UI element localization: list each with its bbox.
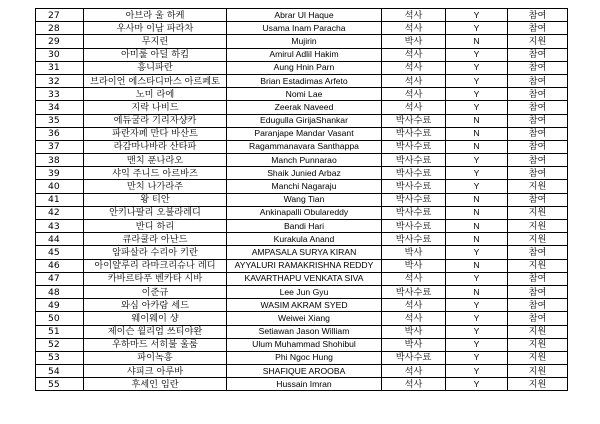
english-name-cell: Lee Jun Gyu xyxy=(227,285,382,298)
row-number-cell: 53 xyxy=(36,351,84,364)
yn-cell: N xyxy=(446,259,508,272)
table-row xyxy=(36,220,568,233)
degree-cell: 석사 xyxy=(382,272,446,285)
degree-cell: 박사 xyxy=(382,35,446,48)
english-name-cell: Amirul Adlil Hakim xyxy=(227,48,382,61)
degree-cell: 석사 xyxy=(382,74,446,87)
status-cell: 참여 xyxy=(508,74,568,87)
row-number-cell: 37 xyxy=(36,140,84,153)
korean-name-cell: 파란자페 만다 바산트 xyxy=(84,127,227,140)
degree-cell: 박사수료 xyxy=(382,193,446,206)
status-cell: 참여 xyxy=(508,127,568,140)
row-number-cell: 30 xyxy=(36,48,84,61)
yn-cell: N xyxy=(446,220,508,233)
korean-name-cell: 무지린 xyxy=(84,35,227,48)
degree-cell: 박사수료 xyxy=(382,127,446,140)
yn-cell: Y xyxy=(446,48,508,61)
yn-cell: N xyxy=(446,233,508,246)
degree-cell: 석사 xyxy=(382,61,446,74)
row-number-cell: 28 xyxy=(36,22,84,35)
english-name-cell: Wang Tian xyxy=(227,193,382,206)
english-name-cell: AYYALURI RAMAKRISHNA REDDY xyxy=(227,259,382,272)
row-number-cell: 51 xyxy=(36,325,84,338)
status-cell: 참여 xyxy=(508,61,568,74)
yn-cell: Y xyxy=(446,299,508,312)
yn-cell: Y xyxy=(446,88,508,101)
english-name-cell: Ulum Muhammad Shohibul xyxy=(227,338,382,351)
yn-cell: Y xyxy=(446,74,508,87)
english-name-cell: AMPASALA SURYA KIRAN xyxy=(227,246,382,259)
korean-name-cell: 웨이웨이 샹 xyxy=(84,312,227,325)
english-name-cell: Aung Hnin Parn xyxy=(227,61,382,74)
english-name-cell: Kurakula Anand xyxy=(227,233,382,246)
degree-cell: 박사수료 xyxy=(382,114,446,127)
status-cell: 지원 xyxy=(508,220,568,233)
degree-cell: 박사수료 xyxy=(382,180,446,193)
table-row xyxy=(36,338,568,351)
english-name-cell: Ragammanavara Santhappa xyxy=(227,140,382,153)
korean-name-cell: 아이얄루리 라마크리슈나 레디 xyxy=(84,259,227,272)
table-row xyxy=(36,114,568,127)
degree-cell: 석사 xyxy=(382,378,446,391)
english-name-cell: Ankinapalli Obulareddy xyxy=(227,206,382,219)
row-number-cell: 41 xyxy=(36,193,84,206)
korean-name-cell: 아브라 울 하케 xyxy=(84,9,227,22)
table-row xyxy=(36,167,568,180)
korean-name-cell: 라감마나바라 산타파 xyxy=(84,140,227,153)
degree-cell: 박사 xyxy=(382,259,446,272)
table-row xyxy=(36,48,568,61)
participant-table-body xyxy=(36,9,568,391)
table-row xyxy=(36,299,568,312)
row-number-cell: 52 xyxy=(36,338,84,351)
row-number-cell: 48 xyxy=(36,285,84,298)
row-number-cell: 50 xyxy=(36,312,84,325)
english-name-cell: Shaik Junied Arbaz xyxy=(227,167,382,180)
table-row xyxy=(36,180,568,193)
status-cell: 지원 xyxy=(508,325,568,338)
status-cell: 참여 xyxy=(508,272,568,285)
yn-cell: Y xyxy=(446,351,508,364)
yn-cell: Y xyxy=(446,272,508,285)
row-number-cell: 46 xyxy=(36,259,84,272)
status-cell: 지원 xyxy=(508,378,568,391)
korean-name-cell: 암파살라 수리아 키란 xyxy=(84,246,227,259)
korean-name-cell: 아미룰 아딜 하킴 xyxy=(84,48,227,61)
korean-name-cell: 카바르타푸 벤카타 시바 xyxy=(84,272,227,285)
yn-cell: N xyxy=(446,127,508,140)
degree-cell: 박사수료 xyxy=(382,285,446,298)
table-row xyxy=(36,140,568,153)
korean-name-cell: 우하마드 서히불 울룸 xyxy=(84,338,227,351)
korean-name-cell: 큐라쿨라 아난드 xyxy=(84,233,227,246)
korean-name-cell: 맨치 푼나라오 xyxy=(84,154,227,167)
degree-cell: 박사 xyxy=(382,338,446,351)
row-number-cell: 43 xyxy=(36,220,84,233)
table-row xyxy=(36,378,568,391)
english-name-cell: KAVARTHAPU VENKATA SIVA xyxy=(227,272,382,285)
yn-cell: Y xyxy=(446,22,508,35)
yn-cell: Y xyxy=(446,378,508,391)
status-cell: 지원 xyxy=(508,338,568,351)
status-cell: 지원 xyxy=(508,180,568,193)
status-cell: 참여 xyxy=(508,140,568,153)
korean-name-cell: 와심 아카람 세드 xyxy=(84,299,227,312)
english-name-cell: Edugulla GirijaShankar xyxy=(227,114,382,127)
row-number-cell: 29 xyxy=(36,35,84,48)
table-row xyxy=(36,285,568,298)
yn-cell: Y xyxy=(446,365,508,378)
table-row xyxy=(36,365,568,378)
english-name-cell: Hussain Imran xyxy=(227,378,382,391)
yn-cell: Y xyxy=(446,338,508,351)
status-cell: 참여 xyxy=(508,154,568,167)
status-cell: 참여 xyxy=(508,88,568,101)
english-name-cell: Weiwei Xiang xyxy=(227,312,382,325)
english-name-cell: WASIM AKRAM SYED xyxy=(227,299,382,312)
table-row xyxy=(36,35,568,48)
korean-name-cell: 흥니파란 xyxy=(84,61,227,74)
row-number-cell: 54 xyxy=(36,365,84,378)
korean-name-cell: 제이슨 윌리엄 쓰티야완 xyxy=(84,325,227,338)
table-row xyxy=(36,351,568,364)
degree-cell: 박사 xyxy=(382,325,446,338)
yn-cell: Y xyxy=(446,325,508,338)
korean-name-cell: 이준규 xyxy=(84,285,227,298)
yn-cell: Y xyxy=(446,167,508,180)
korean-name-cell: 안키나팔리 오불라레디 xyxy=(84,206,227,219)
degree-cell: 박사수료 xyxy=(382,154,446,167)
english-name-cell: Setiawan Jason William xyxy=(227,325,382,338)
degree-cell: 석사 xyxy=(382,299,446,312)
table-row xyxy=(36,325,568,338)
row-number-cell: 32 xyxy=(36,74,84,87)
degree-cell: 박사수료 xyxy=(382,140,446,153)
status-cell: 참여 xyxy=(508,285,568,298)
status-cell: 지원 xyxy=(508,351,568,364)
degree-cell: 석사 xyxy=(382,9,446,22)
status-cell: 지원 xyxy=(508,233,568,246)
english-name-cell: Zeerak Naveed xyxy=(227,101,382,114)
row-number-cell: 40 xyxy=(36,180,84,193)
row-number-cell: 42 xyxy=(36,206,84,219)
table-row xyxy=(36,127,568,140)
degree-cell: 석사 xyxy=(382,48,446,61)
korean-name-cell: 에듀굴라 기리자샹카 xyxy=(84,114,227,127)
row-number-cell: 31 xyxy=(36,61,84,74)
row-number-cell: 27 xyxy=(36,9,84,22)
row-number-cell: 49 xyxy=(36,299,84,312)
degree-cell: 박사수료 xyxy=(382,233,446,246)
degree-cell: 박사수료 xyxy=(382,167,446,180)
korean-name-cell: 노미 라에 xyxy=(84,88,227,101)
degree-cell: 석사 xyxy=(382,312,446,325)
degree-cell: 박사수료 xyxy=(382,206,446,219)
english-name-cell: Manch Punnarao xyxy=(227,154,382,167)
english-name-cell: Nomi Lae xyxy=(227,88,382,101)
yn-cell: Y xyxy=(446,61,508,74)
degree-cell: 박사 xyxy=(382,246,446,259)
table-row xyxy=(36,61,568,74)
yn-cell: N xyxy=(446,285,508,298)
yn-cell: N xyxy=(446,114,508,127)
english-name-cell: Phi Ngoc Hung xyxy=(227,351,382,364)
participant-table xyxy=(35,8,568,391)
english-name-cell: Manchi Nagaraju xyxy=(227,180,382,193)
table-row xyxy=(36,88,568,101)
degree-cell: 석사 xyxy=(382,88,446,101)
row-number-cell: 33 xyxy=(36,88,84,101)
korean-name-cell: 파이녹흥 xyxy=(84,351,227,364)
status-cell: 참여 xyxy=(508,299,568,312)
korean-name-cell: 반디 하리 xyxy=(84,220,227,233)
english-name-cell: Bandi Hari xyxy=(227,220,382,233)
yn-cell: N xyxy=(446,206,508,219)
status-cell: 참여 xyxy=(508,101,568,114)
table-row xyxy=(36,22,568,35)
table-row xyxy=(36,193,568,206)
status-cell: 참여 xyxy=(508,246,568,259)
korean-name-cell: 만치 나가라주 xyxy=(84,180,227,193)
table-row xyxy=(36,154,568,167)
table-row xyxy=(36,259,568,272)
yn-cell: Y xyxy=(446,101,508,114)
table-row xyxy=(36,272,568,285)
korean-name-cell: 지락 나비드 xyxy=(84,101,227,114)
yn-cell: Y xyxy=(446,246,508,259)
status-cell: 참여 xyxy=(508,9,568,22)
table-row xyxy=(36,101,568,114)
status-cell: 지원 xyxy=(508,35,568,48)
row-number-cell: 38 xyxy=(36,154,84,167)
english-name-cell: SHAFIQUE AROOBA xyxy=(227,365,382,378)
row-number-cell: 44 xyxy=(36,233,84,246)
table-row xyxy=(36,74,568,87)
degree-cell: 석사 xyxy=(382,101,446,114)
yn-cell: N xyxy=(446,35,508,48)
english-name-cell: Brian Estadimas Arfeto xyxy=(227,74,382,87)
row-number-cell: 45 xyxy=(36,246,84,259)
degree-cell: 박사수료 xyxy=(382,220,446,233)
yn-cell: Y xyxy=(446,180,508,193)
degree-cell: 석사 xyxy=(382,365,446,378)
english-name-cell: Abrar Ul Haque xyxy=(227,9,382,22)
status-cell: 참여 xyxy=(508,114,568,127)
table-row xyxy=(36,233,568,246)
degree-cell: 석사 xyxy=(382,22,446,35)
english-name-cell: Usama Inam Paracha xyxy=(227,22,382,35)
status-cell: 참여 xyxy=(508,312,568,325)
row-number-cell: 34 xyxy=(36,101,84,114)
degree-cell: 박사수료 xyxy=(382,351,446,364)
yn-cell: N xyxy=(446,140,508,153)
status-cell: 지원 xyxy=(508,206,568,219)
status-cell: 참여 xyxy=(508,22,568,35)
yn-cell: N xyxy=(446,193,508,206)
status-cell: 참여 xyxy=(508,167,568,180)
table-row xyxy=(36,9,568,22)
korean-name-cell: 브라이언 에스타디마스 아르페토 xyxy=(84,74,227,87)
status-cell: 지원 xyxy=(508,259,568,272)
yn-cell: Y xyxy=(446,312,508,325)
english-name-cell: Paranjape Mandar Vasant xyxy=(227,127,382,140)
row-number-cell: 47 xyxy=(36,272,84,285)
korean-name-cell: 우사마 이남 파라차 xyxy=(84,22,227,35)
status-cell: 참여 xyxy=(508,48,568,61)
table-row xyxy=(36,312,568,325)
row-number-cell: 39 xyxy=(36,167,84,180)
korean-name-cell: 후세인 임란 xyxy=(84,378,227,391)
table-row xyxy=(36,246,568,259)
status-cell: 참여 xyxy=(508,193,568,206)
yn-cell: Y xyxy=(446,154,508,167)
table-row xyxy=(36,206,568,219)
english-name-cell: Mujirin xyxy=(227,35,382,48)
yn-cell: Y xyxy=(446,9,508,22)
row-number-cell: 36 xyxy=(36,127,84,140)
row-number-cell: 35 xyxy=(36,114,84,127)
korean-name-cell: 샤익 주니드 아르바즈 xyxy=(84,167,227,180)
status-cell: 지원 xyxy=(508,365,568,378)
korean-name-cell: 샤피크 아루바 xyxy=(84,365,227,378)
row-number-cell: 55 xyxy=(36,378,84,391)
korean-name-cell: 왕 티안 xyxy=(84,193,227,206)
